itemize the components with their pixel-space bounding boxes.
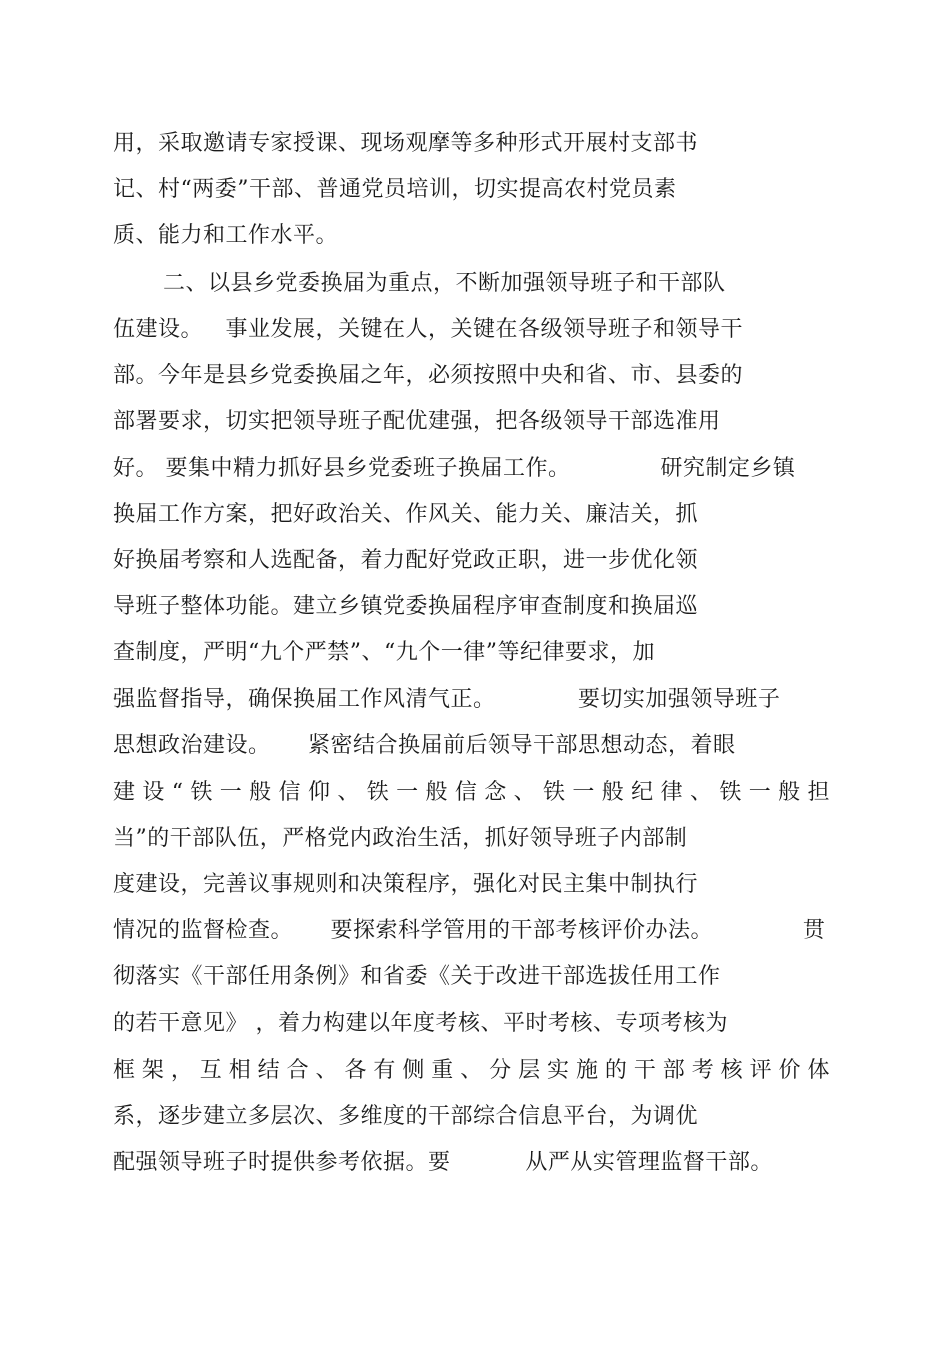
- paragraph-heading-line: 二、以县乡党委换届为重点，不断加强领导班子和干部队: [163, 271, 726, 296]
- text-line: 强监督指导，确保换届工作风清气正。 要切实加强领导班子: [113, 687, 781, 712]
- text-line: 记、村“两委”干部、普通党员培训，切实提高农村党员素: [113, 177, 677, 202]
- text-line: 伍建设。 事业发展，关键在人，关键在各级领导班子和领导干: [113, 317, 743, 342]
- text-line: 思想政治建设。 紧密结合换届前后领导干部思想动态，着眼: [113, 733, 736, 758]
- text-line: 彻落实《干部任用条例》和省委《关于改进干部选拔任用工作: [113, 964, 721, 989]
- text-line: 度建设，完善议事规则和决策程序，强化对民主集中制执行: [113, 872, 699, 897]
- text-line: 的若干意见》 ，着力构建以年度考核、平时考核、专项考核为: [113, 1011, 728, 1036]
- text-line: 好。 要集中精力抓好县乡党委班子换届工作。 研究制定乡镇: [113, 456, 796, 481]
- text-line: 系，逐步建立多层次、多维度的干部综合信息平台，为调优: [113, 1104, 699, 1129]
- text-line: 查制度，严明“九个严禁”、“九个一律”等纪律要求，加: [113, 640, 655, 665]
- text-line: 框架，互相结合、各有侧重、分层实施的干部考核评价体: [113, 1058, 830, 1083]
- text-line: 导班子整体功能。建立乡镇党委换届程序审查制度和换届巡: [113, 594, 699, 619]
- text-line: 配强领导班子时提供参考依据。要 从严从实管理监督干部。: [113, 1150, 773, 1175]
- text-line: 换届工作方案，把好政治关、作风关、能力关、廉洁关，抓: [113, 502, 699, 527]
- text-line: 情况的监督检查。 要探索科学管用的干部考核评价办法。 贯: [113, 918, 826, 943]
- text-line: 部署要求，切实把领导班子配优建强，把各级领导干部选准用: [113, 409, 721, 434]
- text-line: 建设“铁一般信仰、铁一般信念、铁一般纪律、铁一般担: [113, 780, 830, 805]
- text-line: 部。今年是县乡党委换届之年，必须按照中央和省、市、县委的: [113, 363, 744, 388]
- text-line: 当”的干部队伍，严格党内政治生活，抓好领导班子内部制: [113, 826, 688, 851]
- text-line: 质、能力和工作水平。: [113, 223, 339, 248]
- text-line: 用，采取邀请专家授课、现场观摩等多种形式开展村支部书: [113, 131, 699, 156]
- text-line: 好换届考察和人选配备，着力配好党政正职，进一步优化领: [113, 548, 699, 573]
